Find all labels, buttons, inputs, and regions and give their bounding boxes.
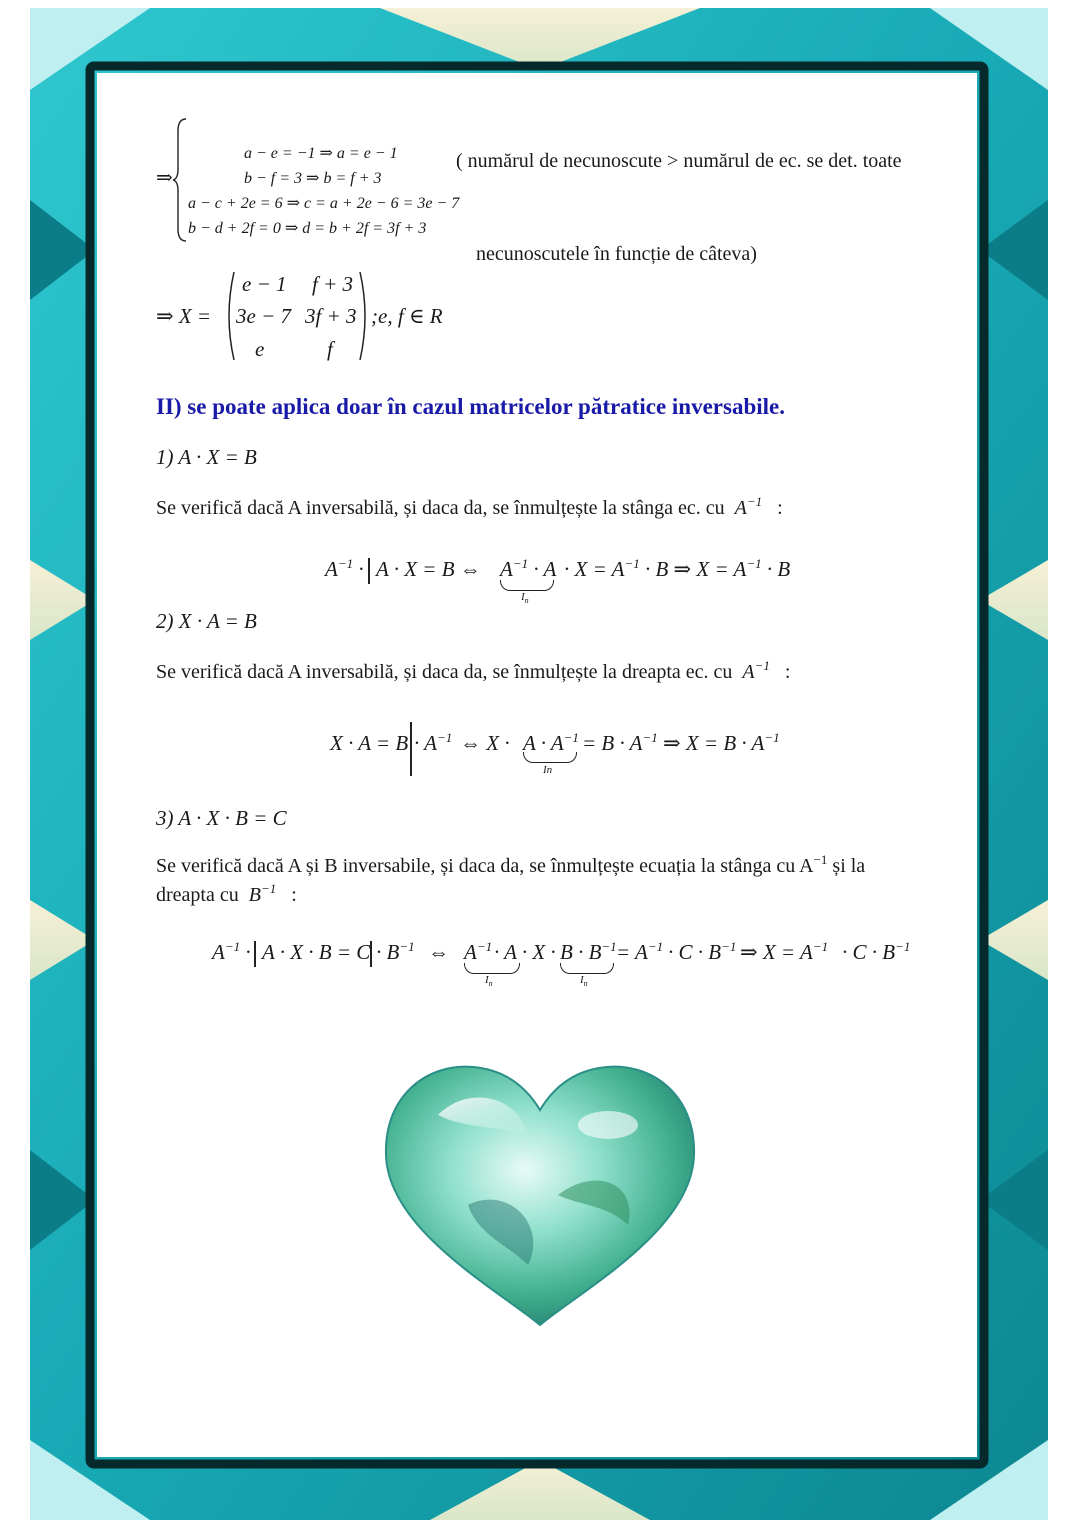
equation-3-under-label-1: $I_n$ <box>485 974 493 989</box>
equation-3-part-k: · $C \cdot B^{-1}$ <box>842 939 911 964</box>
equation-1-part-c: $A^{-1} \cdot A$ <box>500 556 557 581</box>
system-note-line-1: ( numărul de necunoscute > numărul de ec. se det. toate <box>456 150 902 172</box>
system-line-1: a − e = −1 ⇒ a = e − 1 <box>244 145 398 162</box>
equation-1-part-b: A · X = B ⇔ <box>376 557 481 581</box>
matrix-r3c1: e <box>255 337 265 361</box>
equation-3-part-f: · A · X · <box>494 940 556 964</box>
equation-3-part-i: · $C \cdot B^{-1}$ <box>668 939 737 964</box>
case-2-label: 2) X · A = B <box>156 609 257 633</box>
system-line-3: a − c + 2e = 6 ⇒ c = a + 2e − 6 = 3e − 7 <box>188 195 460 212</box>
matrix-r3c2: f <box>327 337 333 361</box>
equation-1-under-label: $I_n$ <box>521 591 529 606</box>
equation-2-part-d: $A \cdot A^{-1}$ <box>523 730 579 755</box>
equation-2-part-a: X · A = B <box>330 731 409 755</box>
system-note-line-2: necunoscutele în funcție de câteva) <box>476 243 757 265</box>
section-heading: II) se poate aplica doar în cazul matricelor pătratice inversabile. <box>156 394 785 419</box>
case-3-text-line-1: Se verifică dacă A și B inversabile, și daca da, se înmulțește ecuația la stânga cu $A^{-1}$ și la <box>156 852 866 877</box>
system-brace <box>172 117 188 243</box>
matrix-r2c1: 3e − 7 <box>236 304 291 328</box>
equation-2-under-label: In <box>543 764 553 776</box>
matrix-right-paren <box>358 270 372 362</box>
matrix-r1c2: f + 3 <box>312 272 354 296</box>
equation-3-bar-left <box>254 941 256 967</box>
equation-2-part-f: ⇒ $X = B \cdot A^{-1}$ <box>663 730 780 755</box>
case-1-label: 1) A · X = B <box>156 445 257 469</box>
equation-3-part-j: ⇒ $X = A^{-1}$ <box>740 939 829 964</box>
implies-symbol: ⇒ <box>156 167 173 189</box>
equation-3-part-d: ⇔ <box>428 940 449 964</box>
equation-3-under-label-2: $I_n$ <box>580 974 588 989</box>
equation-2-bar <box>410 722 412 776</box>
case-3-label: 3) A · X · B = C <box>156 806 287 830</box>
system-line-4: b − d + 2f = 0 ⇒ d = b + 2f = 3f + 3 <box>188 220 427 237</box>
system-line-2: b − f = 3 ⇒ b = f + 3 <box>244 170 382 187</box>
equation-1-underbrace <box>500 580 554 591</box>
equation-1-part-d: · $X = A^{-1} \cdot B$ ⇒ $X = A^{-1} \cdot B$ <box>564 556 791 581</box>
equation-3-part-b: A · X · B = C <box>262 940 371 964</box>
matrix-domain: ;e, f ∈ R <box>371 304 443 328</box>
equation-3-part-a: $A^{-1}$ · <box>212 939 251 964</box>
equation-3-part-e: $A^{-1}$ <box>464 939 493 964</box>
equation-3-underbrace-2 <box>560 963 614 974</box>
matrix-r1c1: e − 1 <box>242 272 287 296</box>
equation-3-part-g: $B \cdot B^{-1}$ <box>560 939 617 964</box>
equation-2-part-b: · $A^{-1}$ <box>414 730 453 755</box>
equation-2-part-c: ⇔ X · <box>460 731 510 755</box>
equation-3-part-h: = $A^{-1}$ <box>616 939 664 964</box>
equation-2-underbrace <box>523 752 577 763</box>
matrix-r2c2: 3f + 3 <box>305 304 357 328</box>
heart-icon <box>378 1055 702 1337</box>
case-3-text-line-2: dreapta cu $B^{-1}$ : <box>156 881 297 906</box>
matrix-left-paren <box>222 270 236 362</box>
equation-3-underbrace-1 <box>464 963 520 974</box>
equation-2-part-e: = $B \cdot A^{-1}$ <box>582 730 658 755</box>
case-2-text: Se verifică dacă A inversabilă, și daca da, se înmulțește la dreapta ec. cu $A^{-1}$ : <box>156 658 791 683</box>
case-1-text: Se verifică dacă A inversabilă, și daca da, se înmulțește la stânga ec. cu $A^{-1}$ : <box>156 494 783 519</box>
equation-3-part-c: · $B^{-1}$ <box>376 939 415 964</box>
equation-1-bar <box>368 558 370 584</box>
equation-1: $A^{-1}$ · <box>325 556 364 581</box>
matrix-lhs: ⇒ X = <box>156 304 212 328</box>
equation-3-bar-right <box>370 941 372 967</box>
